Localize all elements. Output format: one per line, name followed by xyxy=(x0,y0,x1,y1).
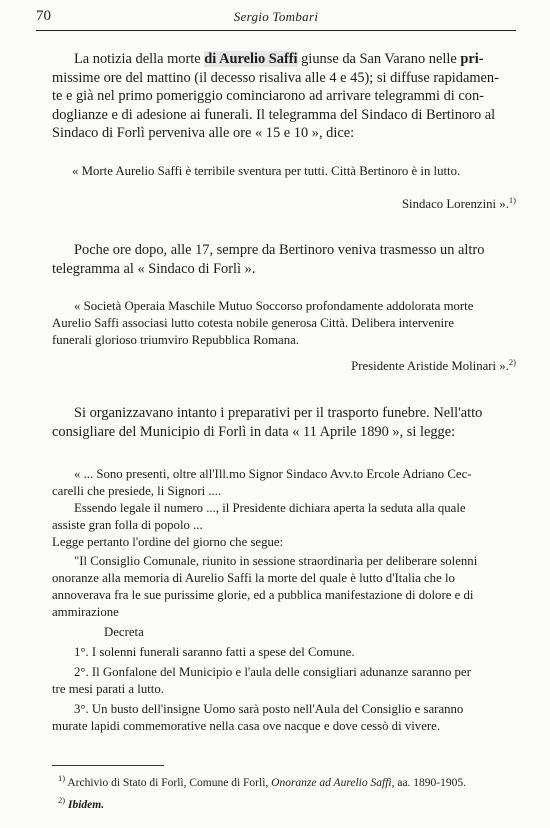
quote-1-sign-text: Sindaco Lorenzini ». xyxy=(401,197,509,211)
quote-3-line-7: onoranze alla memoria di Aurelio Saffi la morte del quale è lutto d'Italia che lo xyxy=(52,571,455,585)
footnote-ref-2: 2) xyxy=(508,357,516,367)
quote-2-signature xyxy=(351,354,516,375)
decreta-heading: Decreta xyxy=(104,625,144,639)
running-header xyxy=(36,8,516,31)
paragraph-2 xyxy=(52,241,520,278)
quote-1-text: « Morte Aurelio Saffi è terribile sventura per tutti. Città Bertinoro è in lutto. xyxy=(72,164,461,178)
running-title: Sergio Tombari xyxy=(233,9,319,24)
footnote-1-mark: 1) xyxy=(58,773,66,783)
p1-text-b: giunse da San Varano nelle xyxy=(297,51,461,67)
quote-1-signature xyxy=(402,192,516,213)
paragraph-1-line-5: Sindaco di Forlì perveniva alle ore « 15 e 10 », dice: xyxy=(52,125,355,141)
quote-3-line-5: Legge pertanto l'ordine del giorno che segue: xyxy=(52,535,284,549)
quote-3-line-2: carelli che presiede, li Signori .... xyxy=(52,484,222,498)
footnote-2-text: Ibidem. xyxy=(67,799,105,811)
footnote-1 xyxy=(58,771,528,790)
footnote-1-text: Archivio di Stato di Forlì, Comune di Forlì, xyxy=(67,777,269,789)
footnote-2 xyxy=(58,793,528,812)
quote-3-line-6: "Il Consiglio Comunale, riunito in sessione straordinaria per deliberare solenni xyxy=(74,554,478,568)
quote-2-line-2: Aurelio Saffi associasi lutto cotesta nobile generosa Città. Delibera intervenire xyxy=(52,316,455,330)
quote-3-line-1: « ... Sono presenti, oltre all'Ill.mo Signor Sindaco Avv.to Ercole Adriano Cec- xyxy=(74,467,472,481)
p1-text-c: pri- xyxy=(460,51,484,67)
decree-item-3-line-2: murate lapidi commemorative nella casa ove nacque e dove cessò di vivere. xyxy=(52,719,441,733)
footnote-ref-1: 1) xyxy=(508,195,516,205)
paragraph-3 xyxy=(52,404,520,441)
quote-2-sign-text: Presidente Aristide Molinari ». xyxy=(351,359,509,373)
p1-highlight-name: di Aurelio Saffi xyxy=(204,51,298,67)
quote-3 xyxy=(52,466,522,735)
quote-3-line-9: ammirazione xyxy=(52,605,119,619)
paragraph-1-line-1 xyxy=(52,50,520,69)
quote-3-line-3: Essendo legale il numero ..., il Presidente dichiara aperta la seduta alla quale xyxy=(74,501,466,515)
footnote-1-title: Onoranze ad Aurelio Saffi, xyxy=(271,777,395,789)
quote-2-line-1: « Società Operaia Maschile Mutuo Soccorso profondamente addolorata morte xyxy=(74,299,474,313)
p1-text-a: La notizia della morte xyxy=(74,51,205,67)
footnote-rule xyxy=(52,765,164,766)
quote-3-line-8: annoverava fra le sue purissime glorie, ed a pubblica manifestazione di dolore e di xyxy=(52,588,474,602)
decree-item-2-line-1: 2°. Il Gonfalone del Municipio e l'aula delle consigliari adunanze saranno per xyxy=(74,665,471,679)
paragraph-1-line-3: te e già nel primo pomeriggio cominciarono ad arrivare telegrammi di con- xyxy=(52,88,484,104)
decree-item-2-line-2: tre mesi parati a lutto. xyxy=(52,682,164,696)
paragraph-1-line-2: missime ore del mattino (il decesso risaliva alle 4 e 45); si diffuse rapidamen- xyxy=(52,69,499,86)
quote-3-line-4: assiste gran folla di popolo ... xyxy=(52,518,203,532)
quote-2-line-3: funerali glorioso triumviro Repubblica Romana. xyxy=(52,333,299,347)
decree-item-3-line-1: 3°. Un busto dell'insigne Uomo sarà posto nell'Aula del Consiglio e saranno xyxy=(74,702,464,716)
paragraph-2-line-2: telegramma al « Sindaco di Forlì ». xyxy=(52,260,256,277)
footnote-2-mark: 2) xyxy=(58,795,66,805)
paragraph-3-line-2: consigliare del Municipio di Forlì in data « 11 Aprile 1890 », si legge: xyxy=(52,423,456,440)
paragraph-2-line-1: Poche ore dopo, alle 17, sempre da Bertinoro veniva trasmesso un altro xyxy=(74,242,485,258)
paragraph-1-line-4: doglianze e di adesione ai funerali. Il telegramma del Sindaco di Bertinoro al xyxy=(52,106,496,123)
paragraph-1 xyxy=(52,50,520,143)
paragraph-3-line-1: Si organizzavano intanto i preparativi per il trasporto funebre. Nell'atto xyxy=(74,405,483,421)
decree-item-1: 1°. I solenni funerali saranno fatti a spese del Comune. xyxy=(74,645,355,659)
quote-2 xyxy=(52,298,522,349)
page-number: 70 xyxy=(36,8,51,24)
footnote-1-tail: aa. 1890-1905. xyxy=(397,777,467,789)
